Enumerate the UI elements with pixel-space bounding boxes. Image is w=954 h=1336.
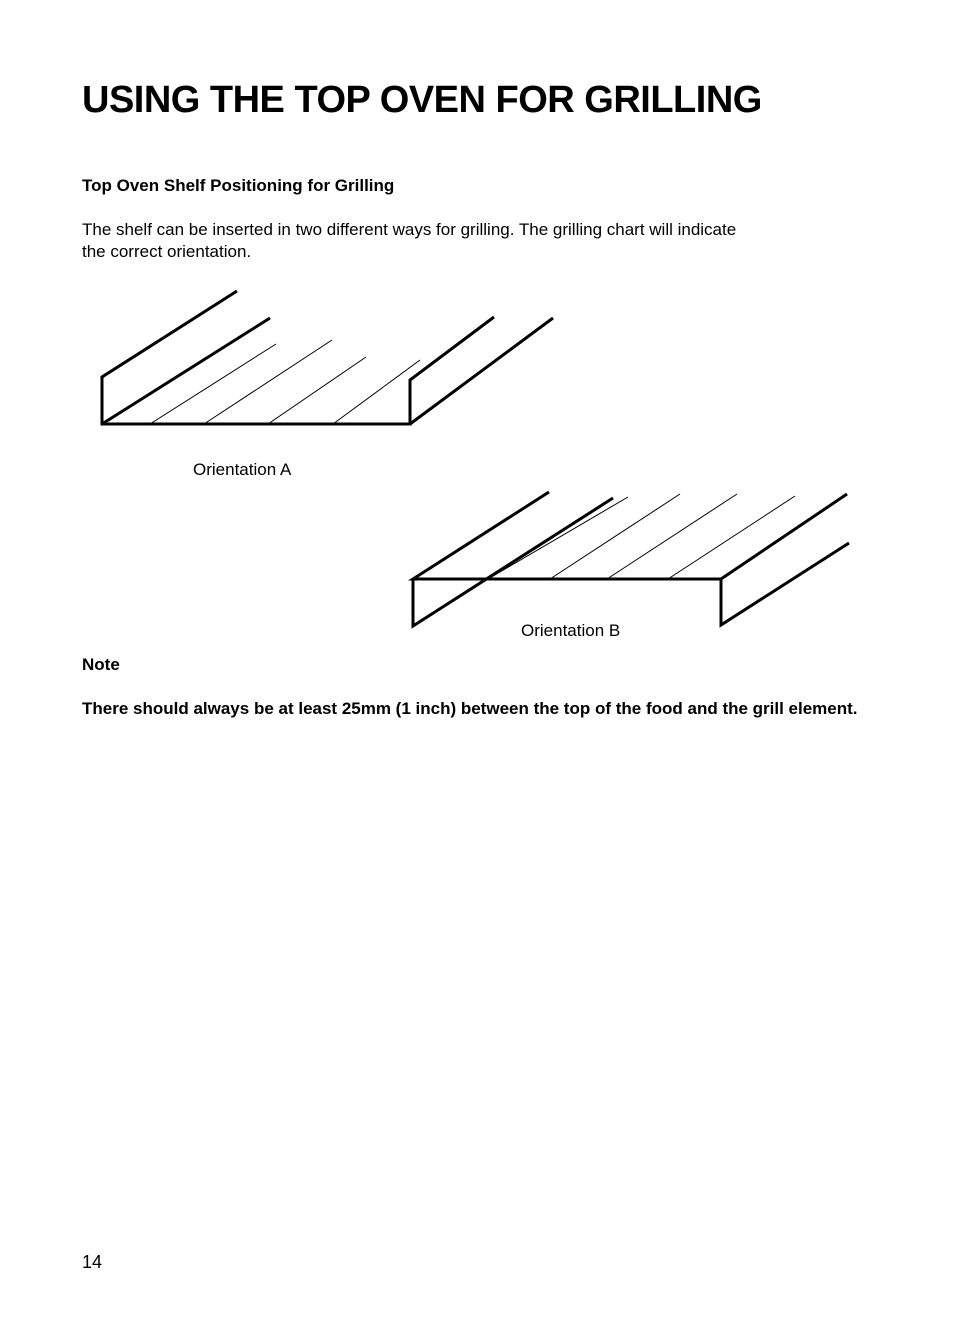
shelf-b-back-edge [413,498,613,626]
shelf-orientation-b-drawing [413,492,849,626]
shelf-orientation-a-drawing [102,291,553,424]
intro-paragraph: The shelf can be inserted in two different ways for grilling. The grilling chart will indicate the correct orientation. [82,220,737,261]
note-text: There should always be at least 25mm (1 inch) between the top of the food and the grill element. [82,699,858,718]
shelf-b-wire [668,496,795,579]
shelf-a-back-edge [102,318,270,424]
orientation-a-caption: Orientation A [193,460,292,479]
shelf-b-wire [550,494,680,579]
shelf-b-front-edge [721,543,849,625]
section-heading: Top Oven Shelf Positioning for Grilling [82,176,395,195]
orientation-b-caption: Orientation B [521,621,621,640]
shelf-b-wire [488,497,628,579]
shelf-b-wire [607,494,737,579]
shelf-a-wire [204,340,332,424]
note-heading: Note [82,655,120,674]
shelf-a-wire [268,357,366,424]
page-number: 14 [82,1252,103,1272]
shelf-a-wire [333,360,420,424]
shelf-a-wire [150,344,276,424]
shelf-a-front-edge [410,318,553,424]
page-title: USING THE TOP OVEN FOR GRILLING [82,79,762,121]
